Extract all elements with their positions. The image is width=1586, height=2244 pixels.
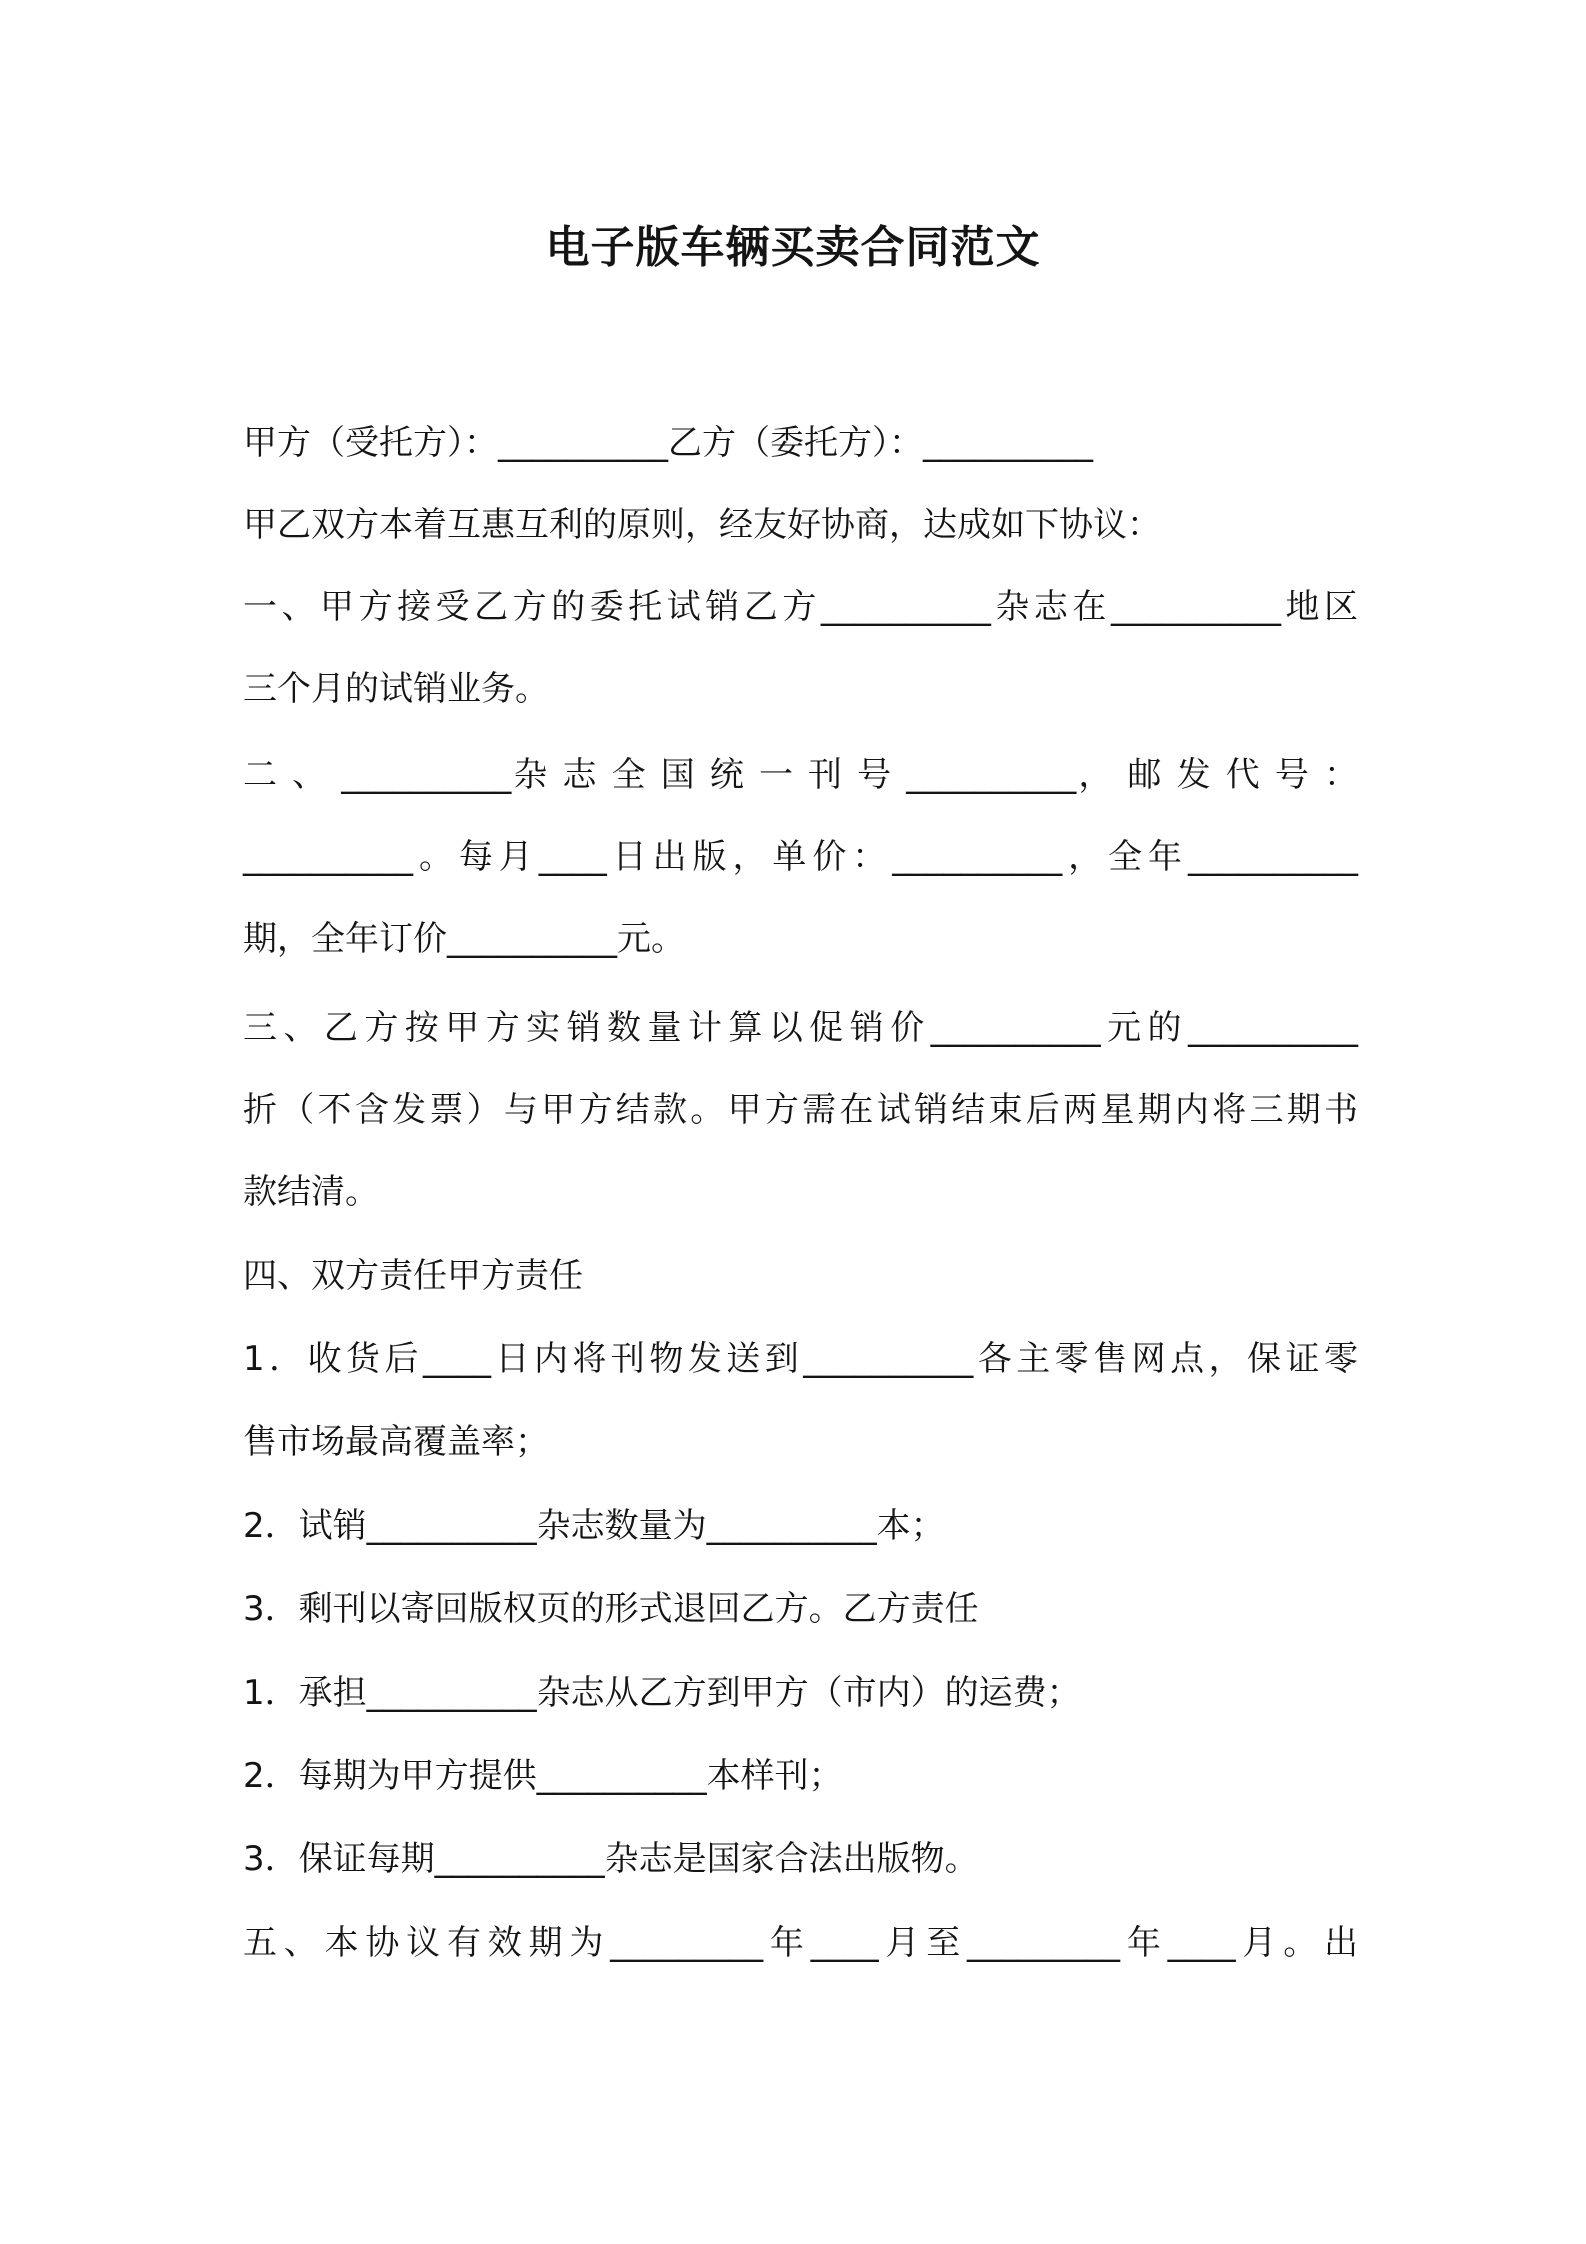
clause-3-line-3: 款结清。 — [243, 1172, 379, 1212]
clause-2-line-2: __________。每月____日出版，单价：__________，全年__________ — [243, 837, 1358, 877]
clause-4-item-2: 2．试销__________杂志数量为__________本； — [243, 1506, 945, 1546]
clause-3-line-2: 折（不含发票）与甲方结款。甲方需在试销结束后两星期内将三期书 — [243, 1090, 1358, 1130]
document-title: 电子版车辆买卖合同范文 — [545, 222, 1041, 273]
clause-3-line-1: 三、乙方按甲方实销数量计算以促销价__________元的__________ — [243, 1008, 1358, 1048]
clause-1-line-2: 三个月的试销业务。 — [243, 669, 549, 709]
clause-4-item-3: 3．剩刊以寄回版权页的形式退回乙方。乙方责任 — [243, 1589, 979, 1629]
clause-4-heading: 四、双方责任甲方责任 — [243, 1256, 583, 1296]
clause-4-item-1-line-2: 售市场最高覆盖率； — [243, 1422, 549, 1462]
party-b-item-3: 3．保证每期__________杂志是国家合法出版物。 — [243, 1839, 979, 1879]
party-b-item-2: 2．每期为甲方提供__________本样刊； — [243, 1756, 843, 1796]
clause-1-line-1: 一、甲方接受乙方的委托试销乙方__________杂志在__________地区 — [243, 587, 1358, 627]
party-b-item-1: 1．承担__________杂志从乙方到甲方（市内）的运费； — [243, 1673, 1081, 1713]
clause-2-line-1: 二 、 __________杂 志 全 国 统 一 刊 号 __________， 邮 发 代 号 ： — [243, 755, 1358, 795]
clause-2-line-3: 期，全年订价__________元。 — [243, 919, 685, 959]
clause-4-item-1-line-1: 1．收货后____日内将刊物发送到__________各主零售网点，保证零 — [243, 1339, 1358, 1379]
party-line: 甲方（受托方）：__________乙方（委托方）：__________ — [243, 423, 1093, 463]
agreement-intro: 甲乙双方本着互惠互利的原则，经友好协商，达成如下协议： — [243, 505, 1161, 545]
clause-5-line-1: 五、本协议有效期为_________年____月至_________年____月。出 — [243, 1923, 1358, 1963]
